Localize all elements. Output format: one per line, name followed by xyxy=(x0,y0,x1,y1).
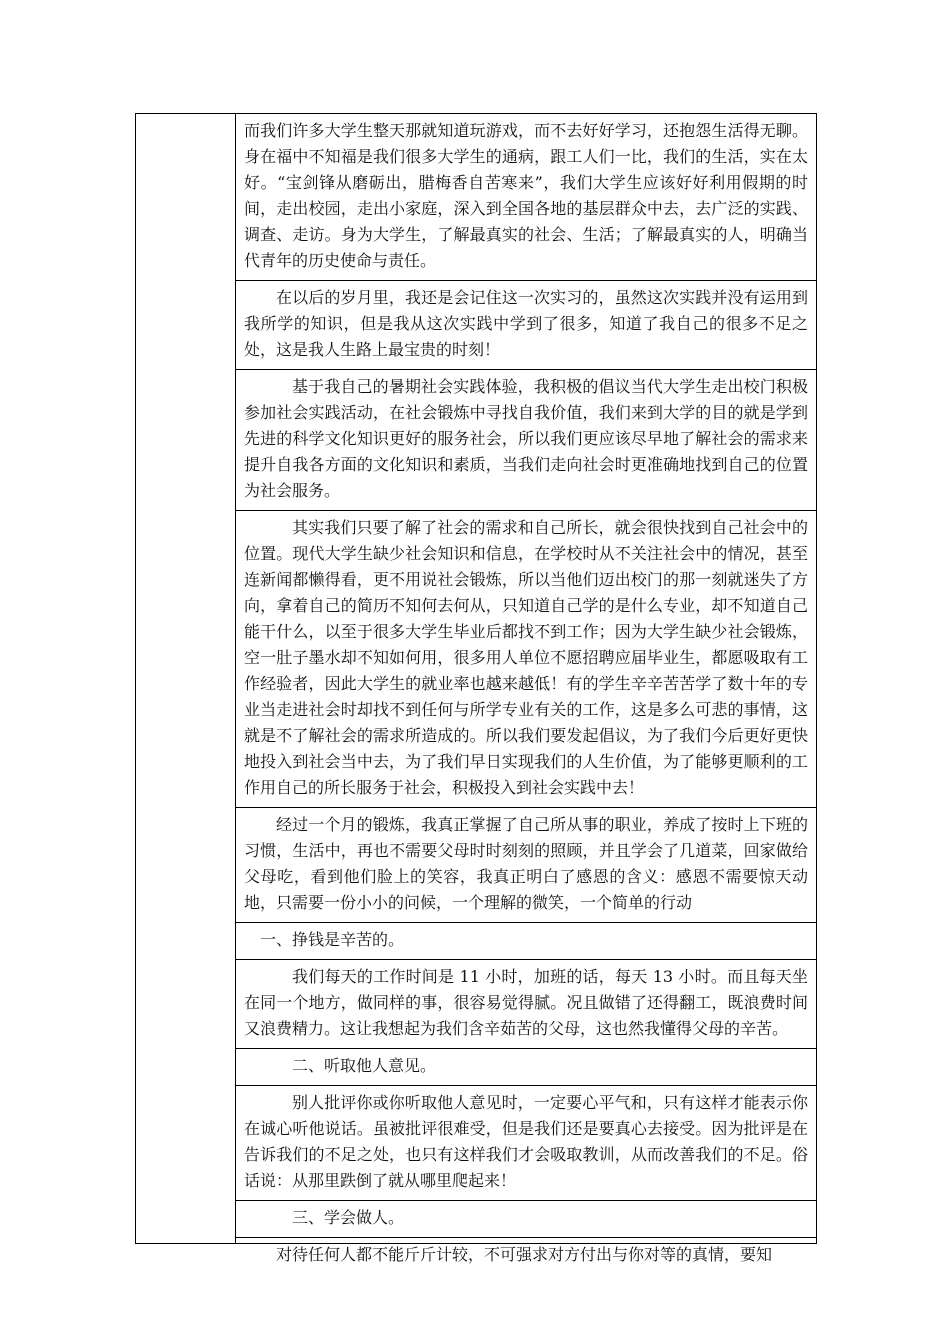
paragraph-3: 基于我自己的暑期社会实践体验，我积极的倡议当代大学生走出校门积极参加社会实践活动，在社会锻炼中寻找自我价值，我们来到大学的目的就是学到先进的科学文化知识更好的服务社会，所以我们更应该尽早地了解社会的需求来提升自我各方面的文化知识和素质，当我们走向社会时更准确地找到自己的位置为社会服务。 xyxy=(236,370,816,511)
table-frame xyxy=(135,113,817,1264)
paragraph-4: 其实我们只要了解了社会的需求和自己所长，就会很快找到自己社会中的位置。现代大学生缺少社会知识和信息，在学校时从不关注社会中的情况，甚至连新闻都懒得看，更不用说社会锻炼，所以当他们迈出校门的那一刻就迷失了方向，拿着自己的简历不知何去何从，只知道自己学的是什么专业，却不知道自己能干什么，以至于很多大学生毕业后都找不到工作；因为大学生缺少社会锻炼，空一肚子墨水却不知如何用，很多用人单位不愿招聘应届毕业生，都愿吸取有工作经验者，因此大学生的就业率也越来越低！有的学生辛辛苦苦学了数十年的专业当走进社会时却找不到任何与所学专业有关的工作，这是多么可悲的事情，这就是不了解社会的需求所造成的。所以我们要发起倡议，为了我们今后更好更快地投入到社会当中去，为了我们早日实现我们的人生价值，为了能够更顺利的工作用自己的所长服务于社会，积极投入到社会实践中去！ xyxy=(236,511,816,808)
paragraph-5: 经过一个月的锻炼，我真正掌握了自己所从事的职业，养成了按时上下班的习惯，生活中，再也不需要父母时时刻刻的照顾，并且学会了几道菜，回家做给父母吃，看到他们脸上的笑容，我真正明白了感恩的含义：感恩不需要惊天动地，只需要一份小小的问候，一个理解的微笑，一个简单的行动 xyxy=(236,808,816,923)
paragraph-6: 我们每天的工作时间是 11 小时，加班的话，每天 13 小时。而且每天坐在同一个地方，做同样的事，很容易觉得腻。况且做错了还得翻工，既浪费时间又浪费精力。这让我想起为我们含辛茹苦的父母，这也然我懂得父母的辛苦。 xyxy=(236,960,816,1049)
paragraph-2: 在以后的岁月里，我还是会记住这一次实习的，虽然这次实践并没有运用到我所学的知识，但是我从这次实践中学到了很多，知道了我自己的很多不足之处，这是我人生路上最宝贵的时刻！ xyxy=(236,281,816,370)
section-heading-2: 二、听取他人意见。 xyxy=(236,1049,816,1086)
content-cell xyxy=(236,114,816,1264)
section-heading-1: 一、挣钱是辛苦的。 xyxy=(236,923,816,960)
paragraph-7: 别人批评你或你听取他人意见时，一定要心平气和，只有这样才能表示你在诚心听他说话。虽被批评很难受，但是我们还是要真心去接受。因为批评是在告诉我们的不足之处，也只有这样我们才会吸取教训，从而改善我们的不足。俗话说：从那里跌倒了就从哪里爬起来！ xyxy=(236,1086,816,1201)
paragraph-1: 而我们许多大学生整天那就知道玩游戏，而不去好好学习，还抱怨生活得无聊。身在福中不知福是我们很多大学生的通病，跟工人们一比，我们的生活，实在太好。“宝剑锋从磨砺出，腊梅香自苦寒来”，我们大学生应该好好利用假期的时间，走出校园，走出小家庭，深入到全国各地的基层群众中去，去广泛的实践、调查、走访。身为大学生，了解最真实的社会、生活；了解最真实的人，明确当代青年的历史使命与责任。 xyxy=(236,114,816,281)
paragraph-8: 对待任何人都不能斤斤计较，不可强求对方付出与你对等的真情，要知 xyxy=(276,1245,773,1264)
section-heading-3: 三、学会做人。 xyxy=(236,1201,816,1238)
